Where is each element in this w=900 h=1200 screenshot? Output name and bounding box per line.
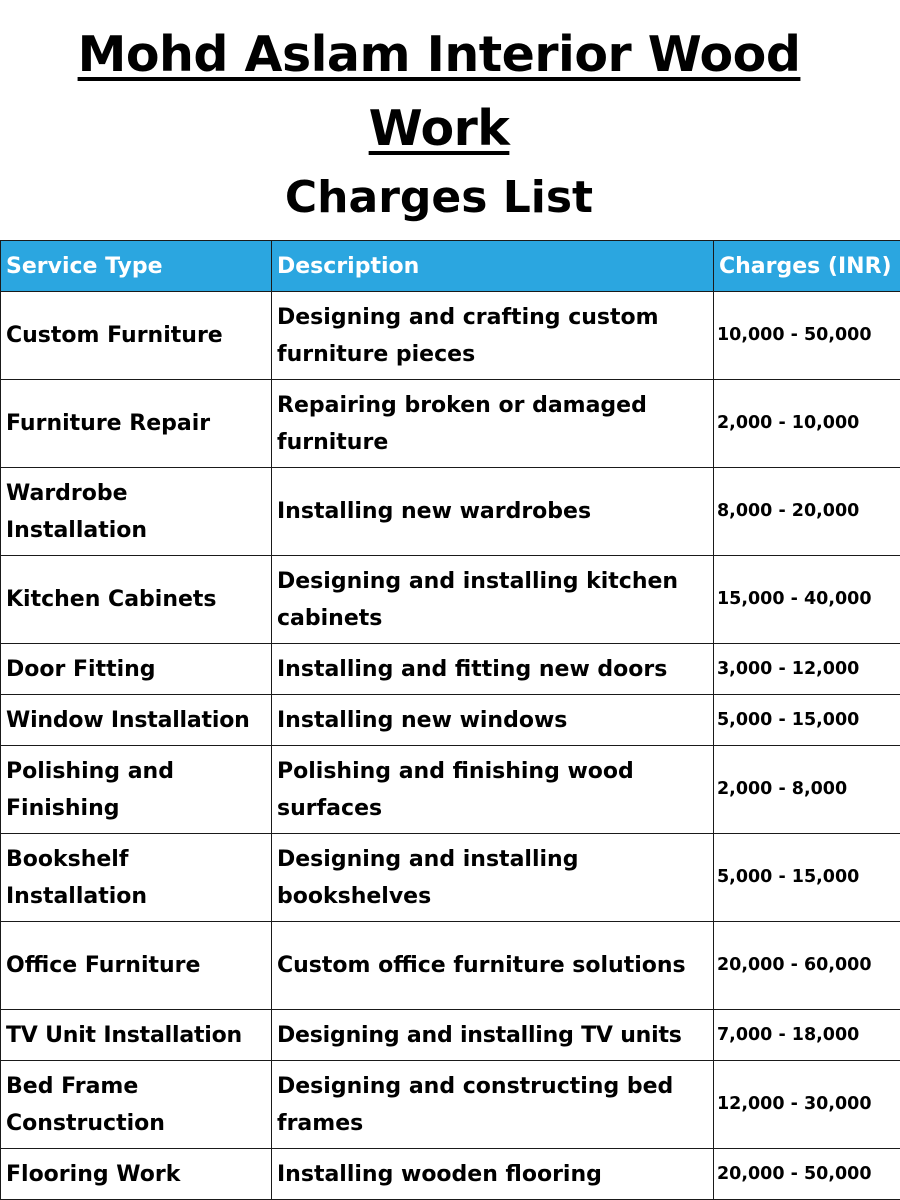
service-cell: Office Furniture bbox=[1, 922, 272, 1010]
service-cell: Flooring Work bbox=[1, 1149, 272, 1200]
table-header-row bbox=[1, 241, 900, 292]
column-header-service-type: Service Type bbox=[1, 241, 272, 292]
description-cell: Installing and fitting new doors bbox=[272, 644, 714, 695]
description-cell: Installing new windows bbox=[272, 695, 714, 746]
table-row bbox=[1, 922, 900, 1010]
charges-cell: 7,000 - 18,000 bbox=[714, 1010, 900, 1061]
service-cell: Window Installation bbox=[1, 695, 272, 746]
charges-cell: 5,000 - 15,000 bbox=[714, 695, 900, 746]
table-row bbox=[1, 746, 900, 834]
table-row bbox=[1, 695, 900, 746]
charges-cell: 5,000 - 15,000 bbox=[714, 834, 900, 922]
description-cell: Installing new wardrobes bbox=[272, 468, 714, 556]
charges-cell: 8,000 - 20,000 bbox=[714, 468, 900, 556]
service-cell: Kitchen Cabinets bbox=[1, 556, 272, 644]
column-header-description: Description bbox=[272, 241, 714, 292]
table-row bbox=[1, 380, 900, 468]
page-title-text: Mohd Aslam Interior Wood Work bbox=[77, 26, 801, 157]
table-row bbox=[1, 644, 900, 695]
service-cell: Bed Frame Construction bbox=[1, 1061, 272, 1149]
charges-cell: 2,000 - 10,000 bbox=[714, 380, 900, 468]
table-row bbox=[1, 1010, 900, 1061]
charges-cell: 2,000 - 8,000 bbox=[714, 746, 900, 834]
description-cell: Installing wooden flooring bbox=[272, 1149, 714, 1200]
service-cell: TV Unit Installation bbox=[1, 1010, 272, 1061]
service-cell: Custom Furniture bbox=[1, 292, 272, 380]
service-cell: Bookshelf Installation bbox=[1, 834, 272, 922]
page-subtitle: Charges List bbox=[284, 172, 594, 223]
description-cell: Designing and installing kitchen cabinets bbox=[272, 556, 714, 644]
charges-cell: 20,000 - 60,000 bbox=[714, 922, 900, 1010]
service-cell: Furniture Repair bbox=[1, 380, 272, 468]
description-cell: Designing and constructing bed frames bbox=[272, 1061, 714, 1149]
table-row bbox=[1, 292, 900, 380]
charges-cell: 3,000 - 12,000 bbox=[714, 644, 900, 695]
charges-cell: 12,000 - 30,000 bbox=[714, 1061, 900, 1149]
charges-cell: 20,000 - 50,000 bbox=[714, 1149, 900, 1200]
description-cell: Repairing broken or damaged furniture bbox=[272, 380, 714, 468]
description-cell: Designing and crafting custom furniture pieces bbox=[272, 292, 714, 380]
service-cell: Wardrobe Installation bbox=[1, 468, 272, 556]
description-cell: Custom office furniture solutions bbox=[272, 922, 714, 1010]
charges-table bbox=[0, 240, 900, 1200]
table-row bbox=[1, 1061, 900, 1149]
page-title bbox=[0, 18, 878, 166]
description-cell: Designing and installing TV units bbox=[272, 1010, 714, 1061]
column-header-charges: Charges (INR) bbox=[714, 241, 900, 292]
description-cell: Designing and installing bookshelves bbox=[272, 834, 714, 922]
service-cell: Door Fitting bbox=[1, 644, 272, 695]
table-row bbox=[1, 834, 900, 922]
table-row bbox=[1, 1149, 900, 1200]
table-row bbox=[1, 556, 900, 644]
charges-cell: 10,000 - 50,000 bbox=[714, 292, 900, 380]
charges-cell: 15,000 - 40,000 bbox=[714, 556, 900, 644]
table-row bbox=[1, 468, 900, 556]
description-cell: Polishing and finishing wood surfaces bbox=[272, 746, 714, 834]
service-cell: Polishing and Finishing bbox=[1, 746, 272, 834]
